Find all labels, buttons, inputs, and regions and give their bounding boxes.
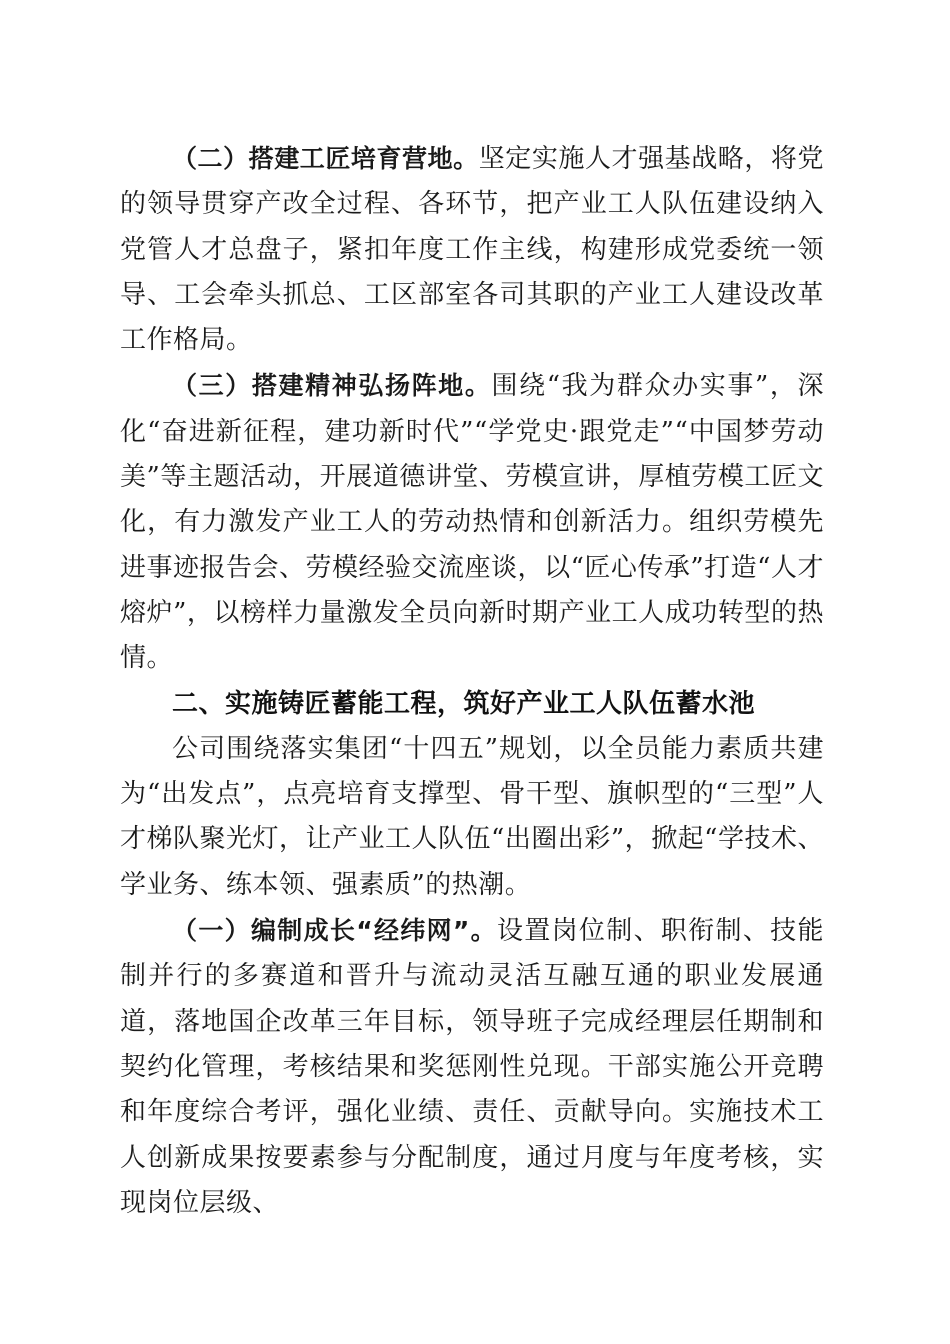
paragraph-workshop-camp <box>120 136 824 363</box>
paragraph-text: 设置岗位制、职衔制、技能制并行的多赛道和晋升与流动灵活互融互通的职业发展通道，落地国企改革三年目标，领导班子完成经理层任期制和契约化管理，考核结果和奖惩刚性兑现。干部实施公开竞聘和年度综合考评，强化业绩、责任、贡献导向。实施技术工人创新成果按要素参与分配制度，通过月度与年度考核，实现岗位层级、 <box>120 916 824 1218</box>
paragraph-text: 坚定实施人才强基战略，将党的领导贯穿产改全过程、各环节，把产业工人队伍建设纳入党管人才总盘子，紧扣年度工作主线，构建形成党委统一领导、工会牵头抓总、工区部室各司其职的产业工人建设改革工作格局。 <box>120 144 824 356</box>
paragraph-spirit-base <box>120 363 824 681</box>
paragraph-text: 围绕“我为群众办实事”，深化“奋进新征程，建功新时代”“学党史·跟党走”“中国梦劳动美”等主题活动，开展道德讲堂、劳模宣讲，厚植劳模工匠文化，有力激发产业工人的劳动热情和创新活力。组织劳模先进事迹报告会、劳模经验交流座谈，以“匠心传承”打造“人才熔炉”，以榜样力量激发全员向新时期产业工人成功转型的热情。 <box>120 371 824 674</box>
section-heading: 二、实施铸匠蓄能工程，筑好产业工人队伍蓄水池 <box>172 688 756 719</box>
section-intro-paragraph: 公司围绕落实集团“十四五”规划，以全员能力素质共建为“出发点”，点亮培育支撑型、骨干型、旗帜型的“三型”人才梯队聚光灯，让产业工人队伍“出圈出彩”，掀起“学技术、学业务、练本领、强素质”的热潮。 <box>120 733 824 900</box>
paragraph-growth-network <box>120 908 824 1226</box>
paragraph-lead: （一）编制成长“经纬网”。 <box>172 916 497 946</box>
paragraph-lead: （二）搭建工匠培育营地。 <box>172 144 479 173</box>
document-body <box>120 136 824 1226</box>
paragraph-lead: （三）搭建精神弘扬阵地。 <box>172 371 492 401</box>
